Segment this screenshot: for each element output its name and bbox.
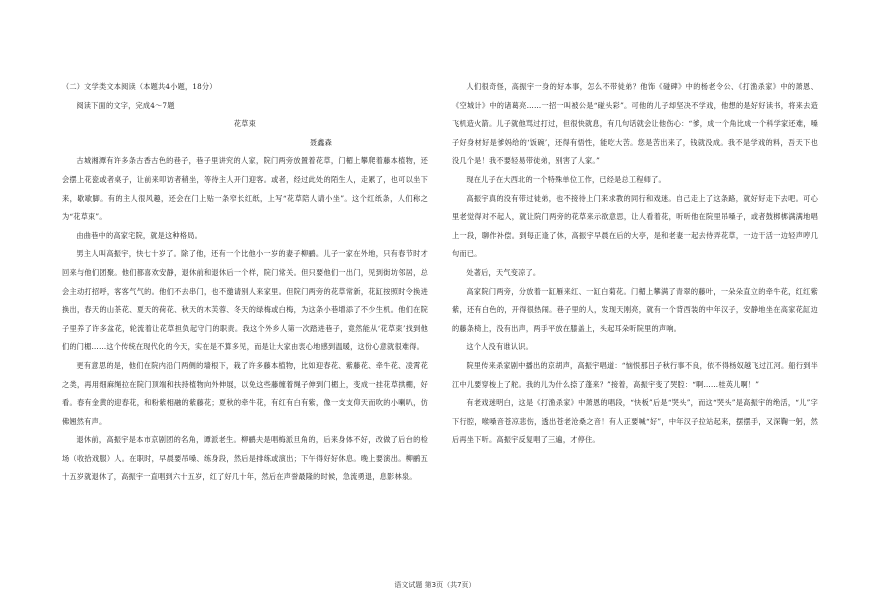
paragraph: 人们很奇怪，高振宇一身的好本事，怎么不带徒弟？他饰《碰碑》中的杨老令公、《打渔杀家》中的萧恩、《空城计》中的诸葛亮……一招一叫被公是“碰头彩”。可他的儿子却坚决不学戏，他想的是好好读书，将来去造飞机造火箭。儿子就他骂过打过，但很快就息，有几句话就会让他伤心：“爹，成一个角比成一个科学家还难，嗓子好身材好是爹妈给的‘饭碗’，还得有悟性，能吃大苦。您是苦出来了，钱就没成。我不是学戏的料，吾天下也没几个是！我不要轻易带徒弟，别害了人家。” bbox=[452, 82, 818, 166]
paragraph: 高振宇真的没有带过徒弟，也不接待上门来求教的同行和戏迷。自己走上了这条路，就好好走下去吧。可心里老觉得对不起人，就让院门两旁的花草来示欲意思，让人看着花，听听他在院里吊嗓子，或者鼓梆梆满满地唱上一段，聊作补偿。到每正逢了休，高振宇早晨在后的大亭，是和老妻一起去侍弄花草，一边干活一边轻声哼几句而已。 bbox=[452, 193, 818, 259]
paragraph: 这个人没有谁认识。 bbox=[466, 342, 533, 352]
left-body bbox=[62, 152, 428, 487]
paragraph: 退休前，高振宇是本市京剧团的名角，谭派老生。柳鹂夫是唱梅派旦角的，后来身体不好，改做了后台的检场（收拾戏服）人。在职时，早晨要吊嗓、练身段，然后是排练或演出；下午得好好休息。晚上要演出。柳鹂五十五岁就退休了，高振宇一直唱到六十五岁，红了好几十年，然后在声誉最隆的时候，急流勇退，息影林泉。 bbox=[62, 435, 428, 482]
article-title: 花草束 bbox=[233, 119, 257, 129]
page-footer: 语文试题 第3页（共7页） bbox=[394, 581, 476, 589]
paragraph: 有老戏迷明白，这是《打渔杀家》中萧恩的唱段，“快板”后是“哭头”，而这“哭头”是高振宇的绝活，“儿”字下行腔，喉嗓音苍凉悲伤，透出苍老沧桑之音！有人正要喊“好”，中年汉子拉站起来，摆摆手，又深鞠一躬，然后再坐下听。高振宇反复唱了三遍，才停住。 bbox=[452, 398, 818, 445]
paragraph: 处著后，天气变凉了。 bbox=[466, 267, 541, 277]
reading-instruction: 阅读下面的文字，完成4～7题 bbox=[76, 100, 175, 110]
right-column bbox=[452, 78, 818, 450]
paragraph: 男主人叫高振宇，快七十岁了。除了他，还有一个比他小一岁的妻子柳鹂。儿子一家在外地，只有春节时才回来与他们团聚。他们都喜欢安静，退休前和退休后一个样，院门常关。但只要他们一出门，见到街坊邻居，总会主动打招呼，客客气气的。他们不去串门，也不邀请别人来家里。但院门两旁的花草常新，花缸按照时令换进换出，春天的山茶花、夏天的荷花、秋天的木芙蓉、冬天的绿梅或白梅，为这条小巷增添了不少生机。他们在院子里养了许多盆花，轮流着让花草担负起守门的职责。我这个外乡人第一次踏进巷子，竟然能从‘花草束’找到他们的门楣……这个传统在现代化的今天，实在是不算多见，而是让大家由衷心地感到温暖，这份心意就很难得。 bbox=[62, 249, 428, 352]
article-author: 聂鑫森 bbox=[309, 137, 332, 147]
paragraph: 古城湘潭有许多条古香古色的巷子，巷子里讲究的人家，院门两旁放置着花草，门楣上攀爬着藤本植物，还会摆上花瓷或者桌子，让前来叩访者稍坐，等待主人开门迎客。或者，经过此处的陌生人，走累了，也可以坐下来，歇歇脚。有的主人很风趣，还会在门上贴一条窄长红纸，上写“花草陪人请小坐”。这个红纸条，人们称之为“花草束”。 bbox=[62, 156, 428, 222]
paragraph: 高家院门两旁，分放着一缸雁来红、一缸白菊花。门楣上攀满了青翠的藤叶，一朵朵直立的牵牛花，红红紫紫，还有白色的，开得很热闹。巷子里的人，发现天刚亮，就有一个背西装的中年汉子，安静地坐在高家花缸边的藤条椅上，没有出声，两手平放在膝盖上，头起耳朵听院里的声响。 bbox=[452, 286, 818, 333]
right-body bbox=[452, 78, 818, 450]
paragraph: 院里传来杀家剧中播出的京胡声，高振宇唱道：“恼恨那吕子秋行事不良，依不得杨奴越飞过江河。船行到半江中儿要穿梭上了舵。我的儿为什么捺了蓬来？”接着，高振宇变了哭腔：“啊……桂英儿啊！” bbox=[452, 360, 818, 389]
paragraph: 由曲巷中的高家宅院，就是这种格局。 bbox=[76, 230, 202, 240]
left-column bbox=[62, 78, 428, 487]
section-header: （二）文学类文本阅读（本题共4小题，18分） bbox=[62, 82, 217, 91]
paragraph: 现在儿子在大西北的一个特殊单位工作，已经是总工程师了。 bbox=[466, 174, 666, 184]
paragraph: 更有意思的是，他们在院内沿门两侧的墙根下，栽了许多藤本植物，比如迎春花、紫藤花、牵牛花、凌霄花之类，再用细麻绳拉在院门顶端和扶持植物向外伸展，以免这些藤缠着绳子伸到门楣上，变成一挂花草拱棚，好看。春有金黄的迎春花，和粉紫相融的紫藤花；夏秋的牵牛花，有红有白有紫，像一支支仰天而吹的小喇叭，仿佛翘然有声。 bbox=[62, 360, 428, 426]
